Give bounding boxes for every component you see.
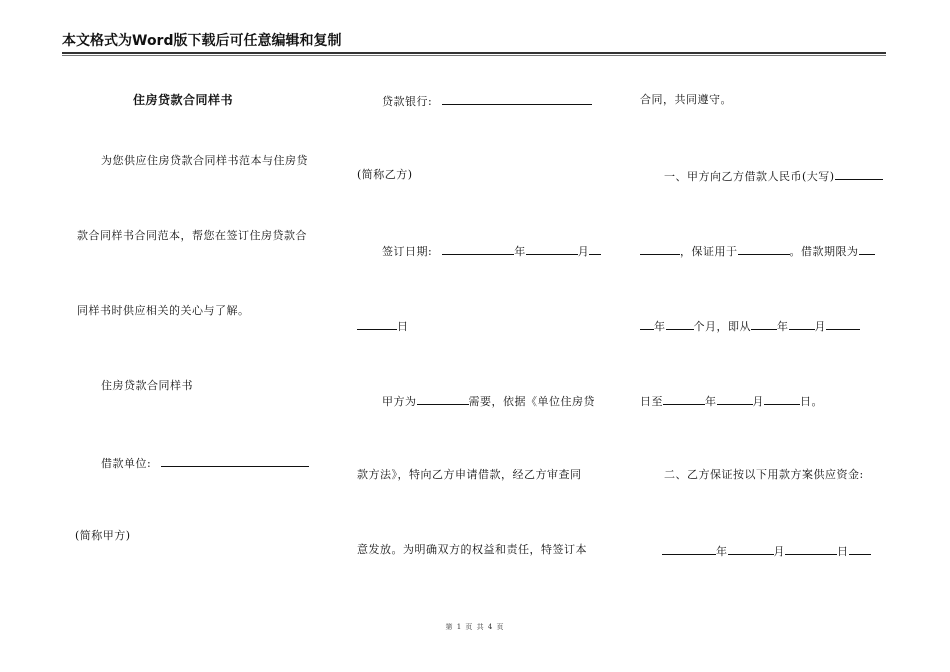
period-year-char: 年 xyxy=(654,320,666,333)
schedule-day-blank xyxy=(785,543,837,555)
from-year-blank xyxy=(751,318,777,330)
year-blank xyxy=(442,243,514,255)
schedule-day-char: 日 xyxy=(837,545,849,558)
schedule-month-blank xyxy=(728,543,774,555)
month-blank xyxy=(526,243,578,255)
left-column xyxy=(77,0,322,672)
document-title: 住房贷款合同样书 xyxy=(133,93,234,107)
clause-2: 二、乙方保证按以下用款方案供应资金: xyxy=(664,468,864,481)
sign-date-line-2 xyxy=(357,318,409,334)
clause-1-line-3 xyxy=(640,318,860,334)
sign-date-line xyxy=(382,243,601,259)
guarantee-text: ，保证用于 xyxy=(680,245,738,258)
to-month-blank xyxy=(717,393,753,405)
amount-blank xyxy=(835,168,883,180)
purpose-blank xyxy=(738,243,790,255)
intro-line-3: 同样书时供应相关的关心与了解。 xyxy=(77,304,250,317)
year-char: 年 xyxy=(514,245,526,258)
schedule-tail-blank xyxy=(849,543,871,555)
schedule-year-blank xyxy=(662,543,716,555)
schedule-date-line xyxy=(662,543,871,559)
clause-1-start: 一、甲方向乙方借款人民币(大写) xyxy=(664,170,835,183)
day-blank xyxy=(357,318,397,330)
page-footer: 第 1 页 共 4 页 xyxy=(445,623,505,631)
para-a-end: 需要，依据《单位住房贷 xyxy=(468,395,595,408)
clause-1-line-2 xyxy=(640,243,875,259)
para-a-line-2: 款方法》，特向乙方申请借款，经乙方审查同 xyxy=(357,468,582,481)
to-month-char: 月 xyxy=(752,395,764,408)
to-day-blank xyxy=(764,393,800,405)
period-blank-start xyxy=(859,243,875,255)
borrower-line xyxy=(101,455,309,471)
from-year-char: 年 xyxy=(777,320,789,333)
bank-blank xyxy=(442,93,592,105)
right-column xyxy=(640,0,888,672)
period-years-blank xyxy=(640,318,654,330)
schedule-year-char: 年 xyxy=(716,545,728,558)
clause-1-line-1 xyxy=(664,168,883,184)
bank-alias: (简称乙方) xyxy=(357,168,413,181)
right-line-1: 合同，共同遵守。 xyxy=(640,93,732,106)
sign-date-label: 签订日期: xyxy=(382,245,433,258)
from-month-char: 月 xyxy=(814,320,826,333)
period-months-blank xyxy=(666,318,694,330)
para-a-start: 甲方为 xyxy=(382,395,417,408)
bank-label: 贷款银行: xyxy=(382,95,433,108)
month-char: 月 xyxy=(577,245,590,258)
schedule-month-char: 月 xyxy=(773,545,785,558)
borrower-label: 借款单位: xyxy=(101,457,152,470)
clause-1-line-4 xyxy=(640,393,823,409)
middle-column xyxy=(357,0,607,672)
para-a-line-3: 意发放。为明确双方的权益和责任，特签订本 xyxy=(357,543,587,556)
amount-blank-cont xyxy=(640,243,680,255)
from-day-blank xyxy=(826,318,860,330)
day-char: 日 xyxy=(397,320,409,333)
para-a-line-1 xyxy=(382,393,595,409)
intro-line-2: 款合同样书合同范本，帮您在签订住房贷款合 xyxy=(77,229,307,242)
borrower-blank xyxy=(161,455,309,467)
borrower-alias: (简称甲方) xyxy=(75,529,131,542)
day-to-text: 日至 xyxy=(640,395,663,408)
bank-line xyxy=(382,93,592,109)
to-year-blank xyxy=(663,393,705,405)
header-banner: 本文格式为Word版下载后可任意编辑和复制 xyxy=(62,33,342,49)
need-blank xyxy=(417,393,469,405)
contract-subtitle: 住房贷款合同样书 xyxy=(101,379,193,392)
to-year-char: 年 xyxy=(705,395,717,408)
day-blank-start xyxy=(589,243,601,255)
day-end-text: 日。 xyxy=(800,395,823,408)
intro-line-1: 为您供应住房贷款合同样书范本与住房贷 xyxy=(101,154,308,167)
from-month-blank xyxy=(789,318,815,330)
months-from-text: 个月，即从 xyxy=(693,320,751,333)
period-text: 。借款期限为 xyxy=(789,245,859,258)
